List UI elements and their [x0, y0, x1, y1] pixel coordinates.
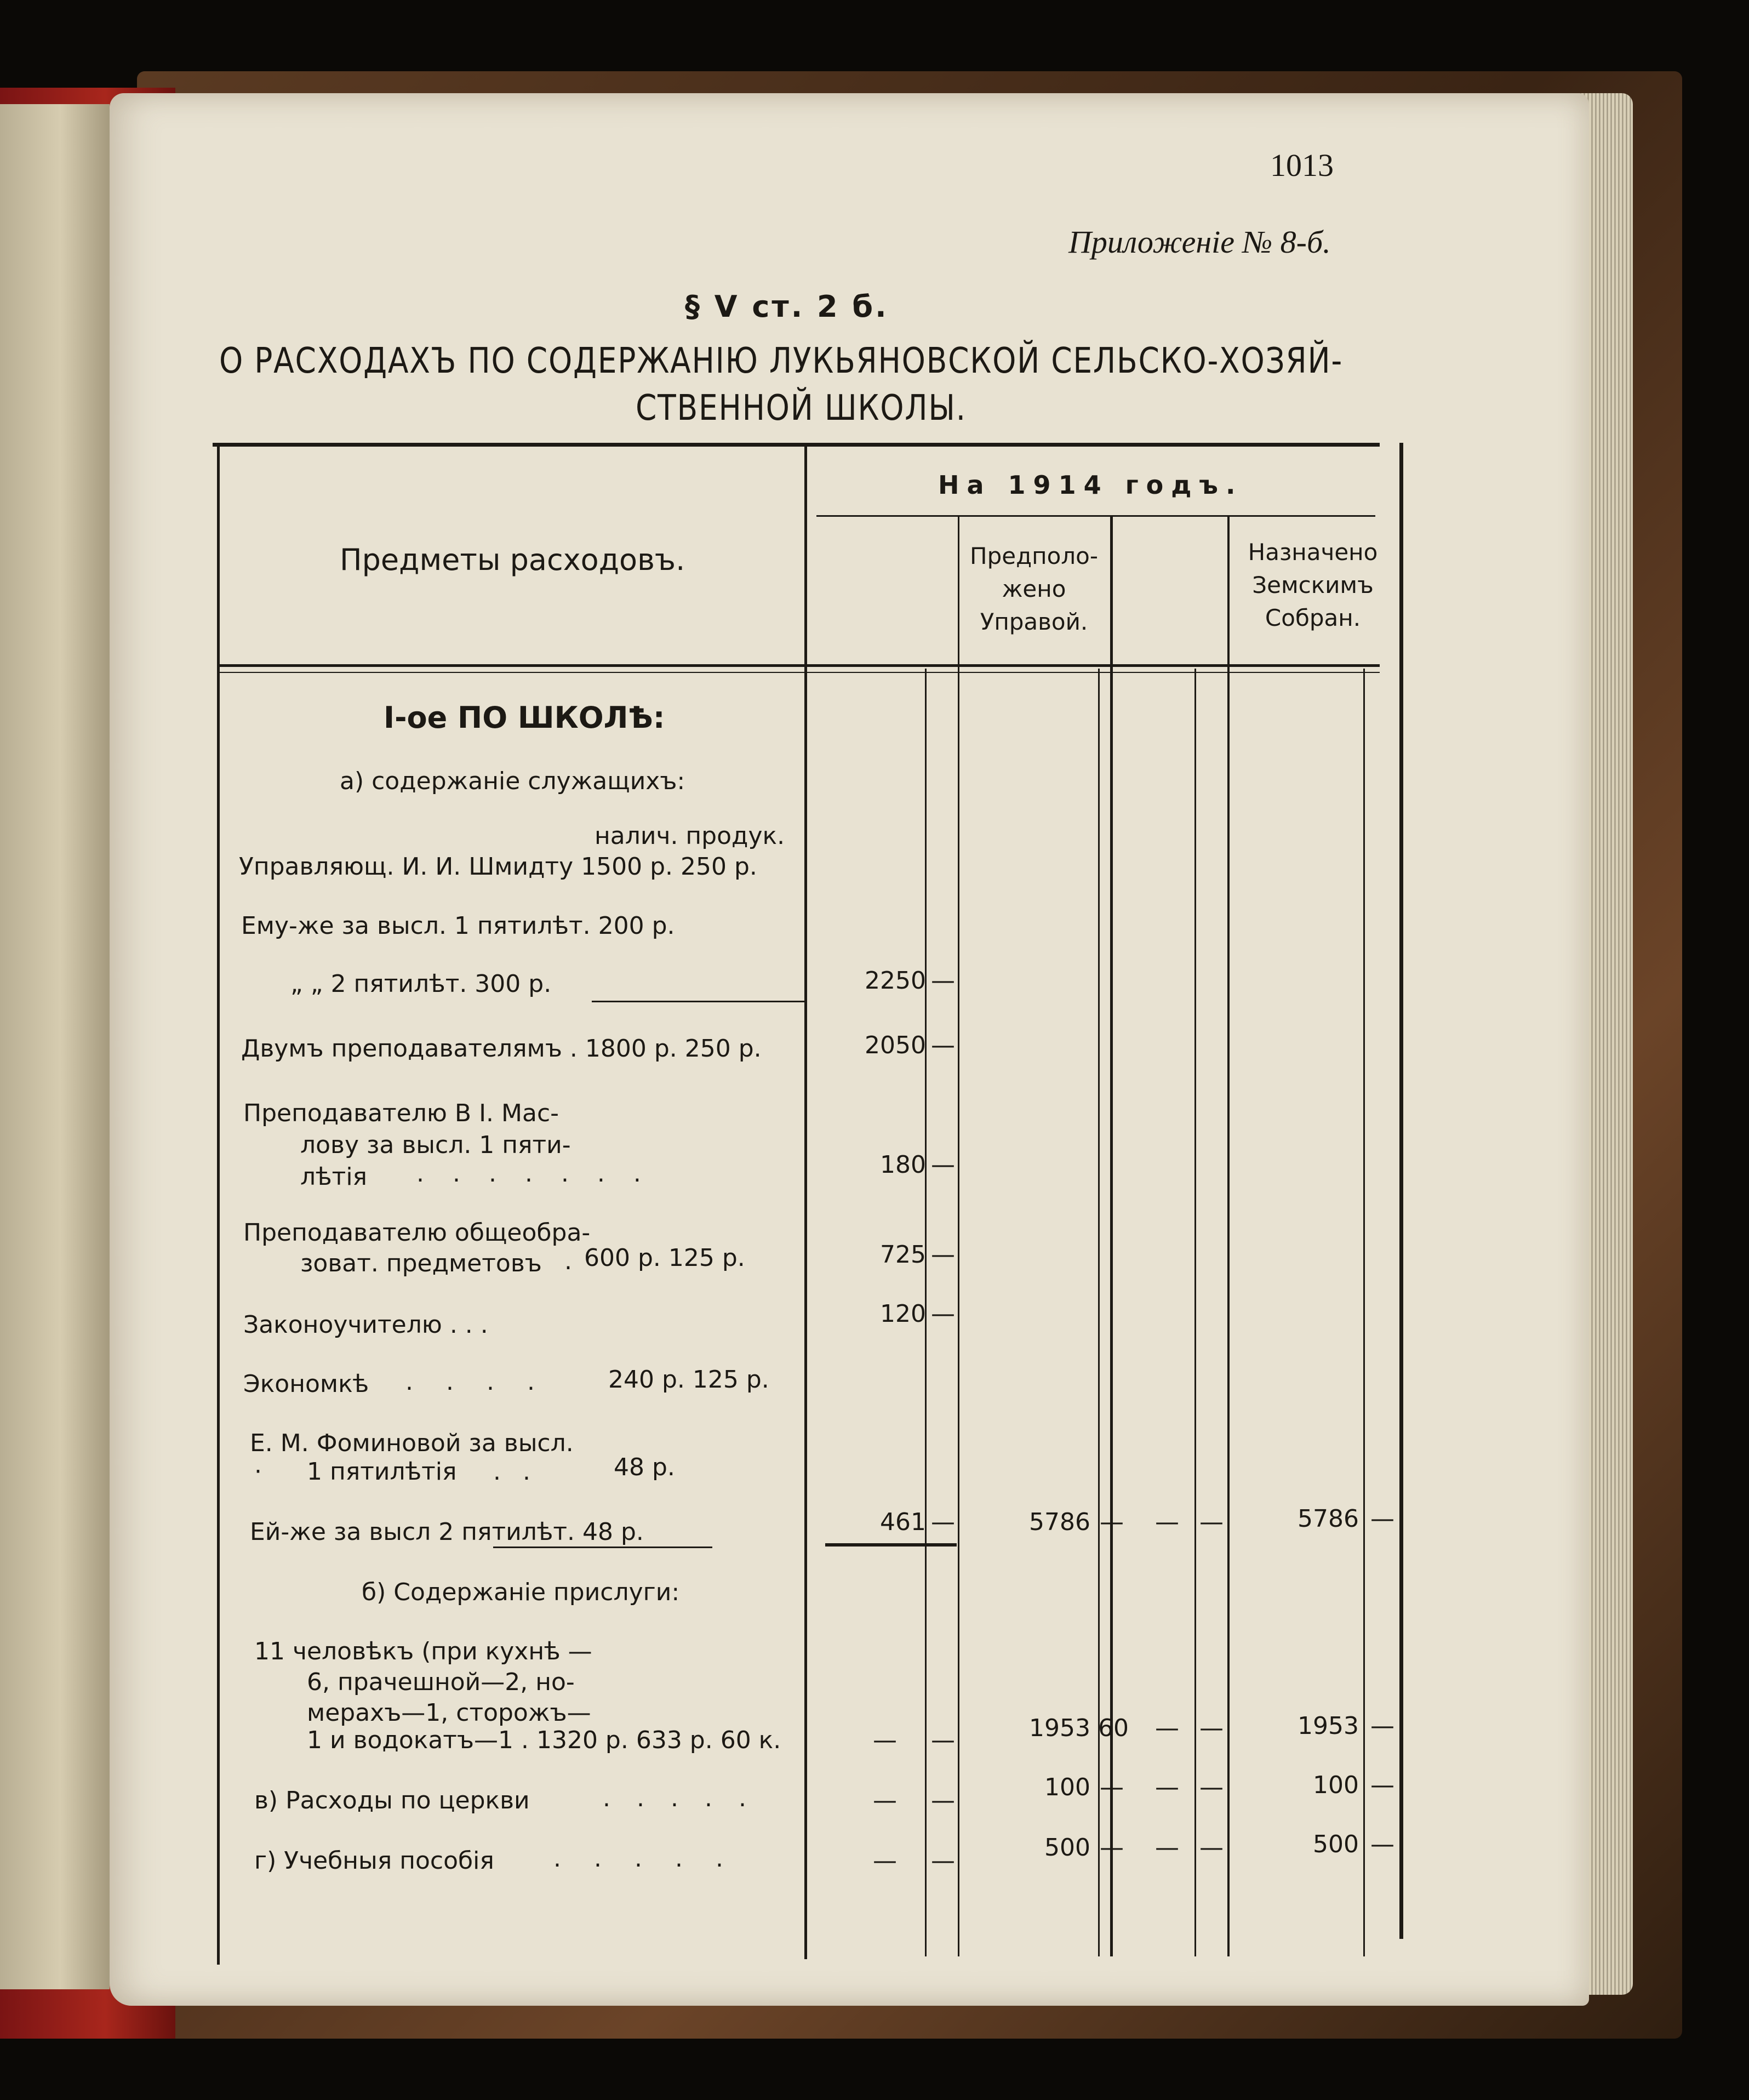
table-top-rule — [213, 443, 1380, 447]
value-total-a-assigned: 5786 — [1298, 1505, 1359, 1533]
dash-books-4: — — [1155, 1834, 1179, 1862]
dash-461: — — [931, 1508, 955, 1536]
row-ditto-underline — [592, 1001, 804, 1002]
value-2250: 2250 — [865, 967, 926, 995]
section-heading: § V ст. 2 б. — [685, 289, 889, 324]
row-ej-underline — [493, 1547, 712, 1548]
row-zakon: Законоучителю . . . — [243, 1311, 488, 1339]
row-teachers: Двумъ преподавателямъ . 1800 р. 250 р. — [241, 1035, 762, 1063]
value-servants-rub: 1953 — [1029, 1714, 1090, 1742]
value-church-assigned: 100 — [1313, 1771, 1359, 1799]
dash-total-a-2: — — [1155, 1508, 1179, 1536]
page-number: 1013 — [1270, 147, 1334, 183]
row-maslov-2: лову за высл. 1 пяти- — [300, 1131, 571, 1159]
table-header-rule-thin — [217, 672, 1380, 673]
dash-2250: — — [931, 967, 955, 995]
row-general-3: 600 р. 125 р. — [584, 1244, 745, 1272]
dash-servants-1: — — [873, 1726, 897, 1754]
dash-church-2: — — [931, 1787, 955, 1814]
appendix-label: Приложенiе № 8-б. — [1068, 224, 1331, 260]
dash-books-3: — — [1100, 1834, 1124, 1862]
col-line-right — [1399, 443, 1403, 1939]
row-servants-3: мерахъ—1, сторожъ— — [307, 1699, 591, 1727]
section-b-heading: б) Содержанiе прислуги: — [362, 1578, 680, 1606]
dash-church-1: — — [873, 1787, 897, 1814]
value-180: 180 — [880, 1151, 926, 1179]
table-header-rule — [217, 664, 1380, 667]
section-v-heading: в) Расходы по церкви — [254, 1787, 530, 1814]
col-line-3 — [1098, 669, 1100, 1956]
col-line-left — [217, 447, 220, 1965]
row-general-2: зоват. предметовъ — [300, 1249, 542, 1277]
col-line-6 — [1227, 515, 1230, 1956]
row-maslov-1: Преподавателю В I. Мас- — [243, 1099, 559, 1127]
header-year: На 1914 годъ. — [938, 470, 1243, 500]
row-maslov-dots: ....... — [416, 1160, 670, 1188]
value-servants-kop: 60 — [1098, 1714, 1129, 1742]
row-fomina-dot: · — [254, 1458, 262, 1486]
dash-church-4: — — [1155, 1773, 1179, 1801]
value-461: 461 — [880, 1508, 926, 1536]
subtotal-rule — [825, 1543, 957, 1547]
row-servants-1: 11 человѣкъ (при кухнѣ — — [254, 1637, 592, 1665]
row-v-dots: ..... — [603, 1784, 773, 1812]
col-line-2 — [958, 515, 959, 1956]
col-line-7 — [1363, 669, 1365, 1956]
row-fomina-2: 1 пятилѣтiя — [307, 1458, 457, 1486]
row-fomina-3: 48 р. — [614, 1453, 675, 1481]
col-line-5 — [1194, 669, 1196, 1956]
dash-servants-3: — — [1155, 1714, 1179, 1742]
row-econ: Экономкѣ — [243, 1370, 369, 1398]
row-nalich-header: налич. продук. — [595, 822, 785, 850]
header-assigned: Назначено Земскимъ Собран. — [1248, 539, 1378, 631]
document-title-line2: СТВЕННОЙ ШКОЛЫ. — [636, 388, 967, 429]
dash-church-assigned: — — [1370, 1771, 1394, 1799]
col-line-subject — [804, 447, 807, 1959]
dash-servants-4: — — [1199, 1714, 1224, 1742]
value-books: 500 — [1044, 1834, 1090, 1862]
year-underline — [816, 515, 1375, 517]
row-ditto: „ „ 2 пятилѣт. 300 р. — [290, 970, 552, 998]
row-emu: Ему-же за высл. 1 пятилѣт. 200 р. — [241, 912, 675, 940]
dash-books-assigned: — — [1370, 1830, 1394, 1858]
dash-total-a-kop: — — [1100, 1508, 1124, 1536]
dash-servants-assigned: — — [1370, 1712, 1394, 1740]
section-first-heading: I-ое ПО ШКОЛѢ: — [384, 700, 665, 735]
header-proposed: Предполо- жено Управой. — [970, 543, 1098, 635]
dash-120: — — [931, 1300, 955, 1328]
row-econ-sum: 240 р. 125 р. — [608, 1366, 769, 1394]
row-servants-2: 6, прачешной—2, но- — [307, 1668, 575, 1696]
dash-total-a-3: — — [1199, 1508, 1224, 1536]
row-general-1: Преподавателю общеобра- — [243, 1219, 591, 1247]
value-120: 120 — [880, 1300, 926, 1328]
row-general-dot: . — [564, 1247, 572, 1275]
value-church: 100 — [1044, 1773, 1090, 1801]
row-fomina-dots: .. — [493, 1458, 552, 1486]
value-2050: 2050 — [865, 1031, 926, 1059]
dash-725: — — [931, 1241, 955, 1269]
row-g-dots: ..... — [553, 1845, 756, 1873]
header-subject: Предметы расходовъ. — [340, 543, 685, 577]
row-servants-4: 1 и водокатъ—1 . 1320 р. 633 р. 60 к. — [307, 1726, 781, 1754]
dash-servants-2: — — [931, 1726, 955, 1754]
row-manager: Управляющ. И. И. Шмидту 1500 р. 250 р. — [239, 853, 757, 881]
row-ej: Ей-же за высл 2 пятилѣт. 48 р. — [250, 1518, 644, 1546]
dash-books-5: — — [1199, 1834, 1224, 1862]
dash-books-2: — — [931, 1847, 955, 1875]
section-g-heading: г) Учебныя пособiя — [254, 1847, 494, 1875]
dash-2050: — — [931, 1031, 955, 1059]
value-servants-assigned: 1953 — [1298, 1712, 1359, 1740]
section-a-heading: а) содержанiе служащихъ: — [340, 767, 685, 795]
document-title-line1: О РАСХОДАХЪ ПО СОДЕРЖАНIЮ ЛУКЬЯНОВСКОЙ СЕЛЬСКО-ХОЗЯЙ- — [219, 341, 1343, 381]
left-page-edge — [0, 104, 110, 1989]
row-fomina-1: Е. М. Фоминовой за высл. — [250, 1429, 574, 1457]
value-725: 725 — [880, 1241, 926, 1269]
dash-180: — — [931, 1151, 955, 1179]
row-econ-dots: .... — [405, 1368, 568, 1396]
value-total-a: 5786 — [1029, 1508, 1090, 1536]
dash-books-1: — — [873, 1847, 897, 1875]
row-maslov-3: лѣтiя — [300, 1163, 368, 1191]
value-books-assigned: 500 — [1313, 1830, 1359, 1858]
dash-church-3: — — [1100, 1773, 1124, 1801]
dash-total-a-assigned: — — [1370, 1505, 1394, 1533]
dash-church-5: — — [1199, 1773, 1224, 1801]
